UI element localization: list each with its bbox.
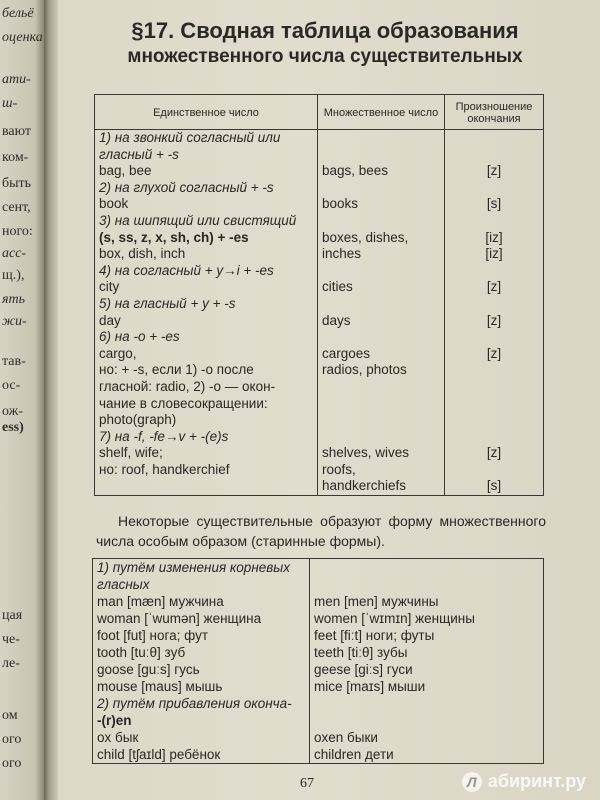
cell-pronunciation: [z] bbox=[445, 163, 544, 180]
left-page-fragment: ле- bbox=[2, 656, 20, 671]
table-row bbox=[95, 213, 544, 230]
cell-singular: 7) на -f, -fe→v + -(e)s bbox=[95, 429, 318, 446]
cell-singular-form: -(r)en bbox=[93, 712, 310, 729]
cell-plural-form bbox=[310, 712, 544, 729]
cell-singular: shelf, wife; bbox=[95, 445, 318, 462]
cell-pronunciation bbox=[445, 180, 544, 197]
cell-singular: 2) на глухой согласный + -s bbox=[95, 180, 318, 197]
left-page-fragment: асс- bbox=[2, 246, 27, 261]
cell-singular: book bbox=[95, 196, 318, 213]
watermark-logo-icon: Л bbox=[462, 772, 482, 792]
cell-singular-form: tooth [tuːθ] зуб bbox=[93, 644, 310, 661]
cell-plural bbox=[318, 412, 445, 429]
table-row bbox=[93, 627, 544, 644]
cell-singular: city bbox=[95, 279, 318, 296]
cell-plural-form: children дети bbox=[310, 746, 544, 764]
left-page-fragment: тав- bbox=[2, 354, 26, 369]
cell-plural: days bbox=[318, 313, 445, 330]
table-row bbox=[93, 593, 544, 610]
header-pronunciation: Произношение окончания bbox=[445, 95, 544, 130]
page-number: 67 bbox=[300, 776, 314, 791]
cell-singular: чание в словесокращении: bbox=[95, 396, 318, 413]
left-page-fragment: ять bbox=[2, 292, 25, 307]
table-row bbox=[93, 729, 544, 746]
cell-pronunciation: [z] bbox=[445, 445, 544, 462]
left-page-fragment: сент, bbox=[2, 200, 31, 215]
table-row bbox=[95, 196, 544, 213]
table-row bbox=[93, 576, 544, 593]
left-page-fragment: оценка bbox=[2, 30, 43, 45]
cell-singular-form: 1) путём изменения корневых bbox=[93, 559, 310, 577]
cell-plural-form bbox=[310, 695, 544, 712]
cell-singular-form: woman [ˈwumən] женщина bbox=[93, 610, 310, 627]
cell-plural-form bbox=[310, 559, 544, 577]
watermark-text: абиринт.ру bbox=[487, 771, 586, 791]
cell-singular-form: 2) путём прибавления оконча- bbox=[93, 695, 310, 712]
cell-plural bbox=[318, 147, 445, 164]
table-row bbox=[95, 362, 544, 379]
table-row bbox=[93, 746, 544, 764]
table-row bbox=[95, 230, 544, 247]
cell-pronunciation bbox=[445, 462, 544, 479]
left-page-fragment: бельё bbox=[2, 6, 34, 21]
table-row bbox=[93, 661, 544, 678]
cell-singular: (s, ss, z, x, sh, ch) + -es bbox=[95, 230, 318, 247]
table-row bbox=[95, 263, 544, 280]
left-page-fragment: ож- bbox=[2, 404, 23, 419]
table-row bbox=[95, 130, 544, 147]
cell-plural bbox=[318, 296, 445, 313]
table-row bbox=[95, 478, 544, 495]
table-row bbox=[95, 445, 544, 462]
book-gutter bbox=[44, 0, 58, 800]
cell-pronunciation bbox=[445, 213, 544, 230]
cell-singular: 4) на согласный + y→i + -es bbox=[95, 263, 318, 280]
cell-pronunciation bbox=[445, 429, 544, 446]
left-page-fragment: щ.), bbox=[2, 268, 25, 283]
table-row bbox=[95, 329, 544, 346]
table-row bbox=[93, 559, 544, 577]
table-row bbox=[95, 296, 544, 313]
left-page-fragment: цая bbox=[2, 608, 23, 623]
cell-singular: 5) на гласный + y + -s bbox=[95, 296, 318, 313]
cell-plural bbox=[318, 130, 445, 147]
table-row bbox=[95, 412, 544, 429]
cell-plural bbox=[318, 329, 445, 346]
cell-singular: box, dish, inch bbox=[95, 246, 318, 263]
left-page-fragment: ess) bbox=[2, 420, 24, 435]
table-row bbox=[95, 346, 544, 363]
cell-plural-form: geese [giːs] гуси bbox=[310, 661, 544, 678]
cell-plural-form bbox=[310, 576, 544, 593]
cell-singular-form: goose [guːs] гусь bbox=[93, 661, 310, 678]
cell-pronunciation bbox=[445, 296, 544, 313]
cell-pronunciation bbox=[445, 379, 544, 396]
watermark bbox=[462, 771, 586, 792]
table-row bbox=[93, 712, 544, 729]
cell-plural bbox=[318, 213, 445, 230]
title-line-1: §17. Сводная таблица образования bbox=[131, 18, 519, 43]
cell-pronunciation: [s] bbox=[445, 478, 544, 495]
cell-plural: cities bbox=[318, 279, 445, 296]
cell-pronunciation: [iz] bbox=[445, 230, 544, 247]
table-row bbox=[95, 379, 544, 396]
cell-singular-form: child [tʃaɪld] ребёнок bbox=[93, 746, 310, 764]
left-page-fragment: ом bbox=[2, 708, 18, 723]
table-row bbox=[95, 313, 544, 330]
table-row bbox=[95, 462, 544, 479]
cell-pronunciation bbox=[445, 412, 544, 429]
cell-singular: bag, bee bbox=[95, 163, 318, 180]
cell-plural: shelves, wives bbox=[318, 445, 445, 462]
cell-plural: bags, bees bbox=[318, 163, 445, 180]
table-row bbox=[93, 695, 544, 712]
cell-singular-form: mouse [maus] мышь bbox=[93, 678, 310, 695]
left-page-fragment: ного: bbox=[2, 224, 33, 239]
cell-pronunciation: [s] bbox=[445, 196, 544, 213]
cell-plural: cargoes bbox=[318, 346, 445, 363]
left-page-edge bbox=[0, 0, 44, 800]
cell-singular: но: roof, handkerchief bbox=[95, 462, 318, 479]
cell-plural-form: women [ˈwɪmɪn] женщины bbox=[310, 610, 544, 627]
table-row bbox=[95, 279, 544, 296]
cell-singular: 1) на звонкий согласный или bbox=[95, 130, 318, 147]
left-page-fragment: быть bbox=[2, 176, 32, 191]
cell-singular-form: ox бык bbox=[93, 729, 310, 746]
cell-pronunciation bbox=[445, 130, 544, 147]
cell-plural: handkerchiefs bbox=[318, 478, 445, 495]
cell-pronunciation: [z] bbox=[445, 279, 544, 296]
left-page-fragment: ати- bbox=[2, 72, 31, 87]
cell-plural-form: oxen быки bbox=[310, 729, 544, 746]
table-row bbox=[93, 610, 544, 627]
title-line-2: множественного числа существительных bbox=[127, 46, 523, 67]
cell-singular-form: гласных bbox=[93, 576, 310, 593]
table-row bbox=[95, 163, 544, 180]
left-page-fragment: ого bbox=[2, 756, 22, 771]
cell-singular: но: + -s, если 1) -o после bbox=[95, 362, 318, 379]
cell-plural bbox=[318, 180, 445, 197]
cell-singular: 6) на -o + -es bbox=[95, 329, 318, 346]
cell-plural bbox=[318, 396, 445, 413]
table-row bbox=[95, 180, 544, 197]
cell-plural-form: men [men] мужчины bbox=[310, 593, 544, 610]
cell-plural bbox=[318, 429, 445, 446]
cell-pronunciation bbox=[445, 329, 544, 346]
cell-singular-form: foot [fut] нога; фут bbox=[93, 627, 310, 644]
left-page-fragment: че- bbox=[2, 632, 20, 647]
table-row bbox=[95, 429, 544, 446]
cell-pronunciation bbox=[445, 147, 544, 164]
cell-plural bbox=[318, 379, 445, 396]
cell-plural-form: feet [fiːt] ноги; футы bbox=[310, 627, 544, 644]
irregular-plurals-table bbox=[92, 558, 544, 764]
cell-singular: cargo, bbox=[95, 346, 318, 363]
cell-pronunciation bbox=[445, 362, 544, 379]
cell-plural-form: mice [maɪs] мыши bbox=[310, 678, 544, 695]
page-title bbox=[90, 18, 560, 70]
left-page-fragment: ком- bbox=[2, 150, 29, 165]
table-row bbox=[93, 678, 544, 695]
cell-plural: roofs, bbox=[318, 462, 445, 479]
plural-formation-table bbox=[94, 94, 544, 496]
cell-singular: day bbox=[95, 313, 318, 330]
left-page-fragment: ого bbox=[2, 732, 22, 747]
table-row bbox=[95, 246, 544, 263]
cell-pronunciation: [iz] bbox=[445, 246, 544, 263]
left-page-fragment: вают bbox=[2, 124, 32, 139]
cell-singular: 3) на шипящий или свистящий bbox=[95, 213, 318, 230]
left-page-fragment: ш- bbox=[2, 96, 18, 111]
table-row bbox=[95, 147, 544, 164]
left-page-fragment: ос- bbox=[2, 378, 21, 393]
cell-plural bbox=[318, 263, 445, 280]
header-singular: Единственное число bbox=[95, 95, 318, 130]
header-plural: Множественное число bbox=[318, 95, 445, 130]
table-row bbox=[93, 644, 544, 661]
cell-plural: inches bbox=[318, 246, 445, 263]
cell-pronunciation: [z] bbox=[445, 346, 544, 363]
left-page-fragment: жи- bbox=[2, 314, 27, 329]
table-header-row bbox=[95, 95, 544, 130]
cell-plural: radios, photos bbox=[318, 362, 445, 379]
cell-singular: гласной: radio, 2) -o — окон- bbox=[95, 379, 318, 396]
cell-singular bbox=[95, 478, 318, 495]
cell-plural-form: teeth [tiːθ] зубы bbox=[310, 644, 544, 661]
intro-paragraph: Некоторые существительные образуют форму множественного числа особым образом (старинные формы). bbox=[96, 513, 546, 549]
cell-plural: books bbox=[318, 196, 445, 213]
cell-singular-form: man [mæn] мужчина bbox=[93, 593, 310, 610]
cell-singular: гласный + -s bbox=[95, 147, 318, 164]
cell-singular: photo(graph) bbox=[95, 412, 318, 429]
cell-pronunciation bbox=[445, 263, 544, 280]
cell-plural: boxes, dishes, bbox=[318, 230, 445, 247]
cell-pronunciation bbox=[445, 396, 544, 413]
table-row bbox=[95, 396, 544, 413]
cell-pronunciation: [z] bbox=[445, 313, 544, 330]
